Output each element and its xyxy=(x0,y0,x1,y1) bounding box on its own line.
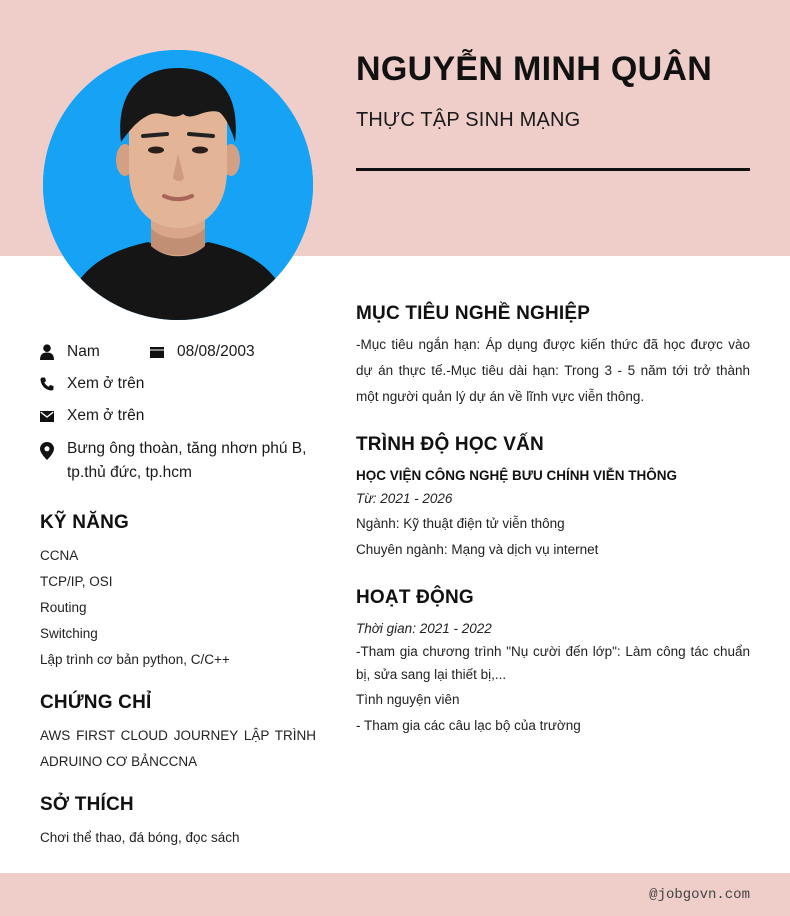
address-line-1: Bưng ông thoàn, tăng nhơn phú B, xyxy=(67,440,307,457)
birthdate-value: 08/08/2003 xyxy=(177,343,255,360)
education-major: Ngành: Kỹ thuật điện tử viễn thông xyxy=(356,516,565,531)
email-row xyxy=(40,407,144,425)
job-title: THỰC TẬP SINH MẠNG xyxy=(356,109,581,131)
hobbies-heading: SỞ THÍCH xyxy=(40,794,134,815)
activities-heading: HOẠT ĐỘNG xyxy=(356,587,474,608)
activities-period: Thời gian: 2021 - 2022 xyxy=(356,621,492,636)
education-period: Từ: 2021 - 2026 xyxy=(356,491,453,506)
gender-value: Nam xyxy=(67,343,100,360)
certificates-line-2: ADRUINO CƠ BẢNCCNA xyxy=(40,754,198,769)
skill-item: Routing xyxy=(40,600,87,615)
skill-item: Switching xyxy=(40,626,98,641)
skill-item: TCP/IP, OSI xyxy=(40,574,113,589)
candidate-name: NGUYỄN MINH QUÂN xyxy=(356,50,713,88)
mail-icon xyxy=(40,408,54,424)
profile-photo xyxy=(43,50,313,320)
title-divider xyxy=(356,168,750,171)
phone-row xyxy=(40,375,144,393)
skills-list xyxy=(40,543,230,673)
activity-item: -Tham gia chương trình "Nụ cười đến lớp": Làm công tác chuẩn bị, sửa sang lại thiết bị,... xyxy=(356,644,750,682)
gender-row xyxy=(40,343,100,361)
objective-text: -Mục tiêu ngắn hạn: Áp dụng được kiến thức đã học được vào dự án thực tế.-Mục tiêu dài hạn: Trong 3 - 5 năm tới trở thành một người quản lý dự án về lĩnh vực viễn thông. xyxy=(356,337,750,404)
calendar-icon xyxy=(150,344,164,360)
education-heading: TRÌNH ĐỘ HỌC VẤN xyxy=(356,434,544,455)
activity-item: - Tham gia các câu lạc bộ của trường xyxy=(356,718,581,733)
location-pin-icon xyxy=(40,443,54,459)
address-row xyxy=(40,439,306,485)
school-name: HỌC VIỆN CÔNG NGHỆ BƯU CHÍNH VIỄN THÔNG xyxy=(356,468,677,483)
address-line-2: tp.thủ đức, tp.hcm xyxy=(67,464,192,481)
watermark: @jobgovn.com xyxy=(649,887,750,903)
skill-item: Lập trình cơ bản python, C/C++ xyxy=(40,652,230,667)
birthdate-row xyxy=(150,343,255,361)
activity-item: Tình nguyện viên xyxy=(356,692,460,707)
phone-icon xyxy=(40,376,54,392)
skills-heading: KỸ NĂNG xyxy=(40,512,130,533)
certificates-text xyxy=(40,723,316,775)
certificates-heading: CHỨNG CHỈ xyxy=(40,692,152,713)
phone-value: Xem ở trên xyxy=(67,375,145,392)
portrait-image xyxy=(43,50,313,320)
email-value: Xem ở trên xyxy=(67,407,145,424)
certificates-line-1: AWS FIRST CLOUD JOURNEY LẬP TRÌNH xyxy=(40,728,316,743)
hobbies-text: Chơi thể thao, đá bóng, đọc sách xyxy=(40,830,240,845)
education-specialization: Chuyên ngành: Mạng và dịch vụ internet xyxy=(356,542,599,557)
person-icon xyxy=(40,344,54,360)
address-value xyxy=(67,437,306,485)
skill-item: CCNA xyxy=(40,548,79,563)
objective-heading: MỤC TIÊU NGHỀ NGHIỆP xyxy=(356,303,591,324)
